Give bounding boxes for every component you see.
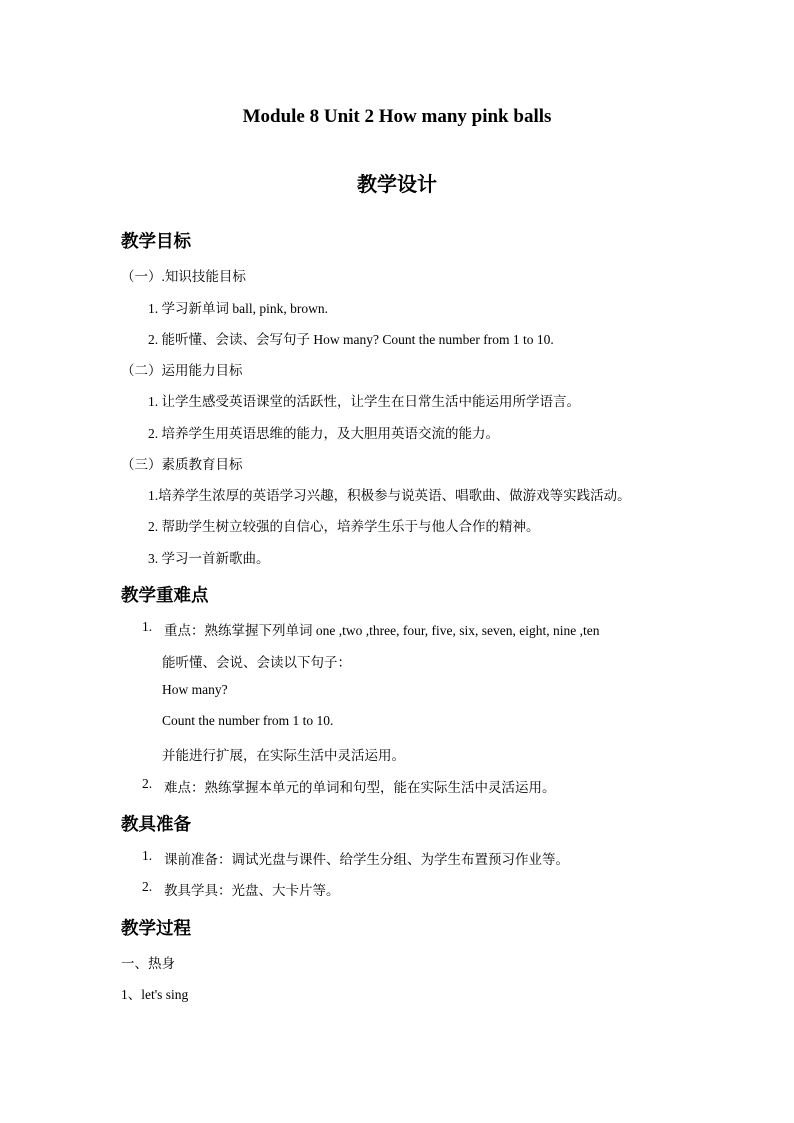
process-step: 一、热身 — [121, 956, 175, 971]
list-number: 1. — [142, 619, 153, 634]
goal-group-label: （三）素质教育目标 — [121, 457, 243, 472]
section-heading-keypoints: 教学重难点 — [121, 585, 209, 605]
list-number: 2. — [142, 879, 153, 894]
section-heading-preparation: 教具准备 — [121, 814, 191, 834]
key-point-line: Count the number from 1 to 10. — [162, 713, 334, 728]
list-item: 2. 能听懂、会读、会写句子 How many? Count the number from 1 to 10. — [148, 332, 554, 347]
goal-group-label: （二）运用能力目标 — [121, 363, 243, 378]
goal-group-label: （一）.知识技能目标 — [121, 269, 246, 284]
list-item: 1. 让学生感受英语课堂的活跃性，让学生在日常生活中能运用所学语言。 — [148, 394, 580, 409]
section-heading-process: 教学过程 — [121, 918, 191, 938]
list-item: 1. 学习新单词 ball, pink, brown. — [148, 301, 328, 316]
list-item: 2. 培养学生用英语思维的能力，及大胆用英语交流的能力。 — [148, 426, 499, 441]
key-point-line: How many? — [162, 682, 228, 697]
list-item: 1.培养学生浓厚的英语学习兴趣，积极参与说英语、唱歌曲、做游戏等实践活动。 — [148, 488, 631, 503]
preparation-item: 课前准备：调试光盘与课件、给学生分组、为学生布置预习作业等。 — [164, 852, 569, 867]
document-title: Module 8 Unit 2 How many pink balls — [242, 106, 552, 127]
key-point-text: 重点：熟练掌握下列单词 one ,two ,three, four, five, six, seven, eight, nine ,ten — [164, 623, 600, 638]
list-number: 2. — [142, 776, 153, 791]
key-point-line: 并能进行扩展，在实际生活中灵活运用。 — [162, 748, 405, 763]
preparation-item: 教具学具：光盘、大卡片等。 — [164, 883, 340, 898]
section-heading-goals: 教学目标 — [121, 231, 191, 251]
process-substep: 1、let's sing — [121, 987, 189, 1002]
document-subtitle: 教学设计 — [357, 174, 437, 196]
key-point-line: 能听懂、会说、会读以下句子： — [162, 655, 351, 670]
list-item: 2. 帮助学生树立较强的自信心，培养学生乐于与他人合作的精神。 — [148, 519, 540, 534]
list-number: 1. — [142, 848, 153, 863]
list-item: 3. 学习一首新歌曲。 — [148, 551, 270, 566]
difficulty-text: 难点：熟练掌握本单元的单词和句型，能在实际生活中灵活运用。 — [164, 780, 556, 795]
